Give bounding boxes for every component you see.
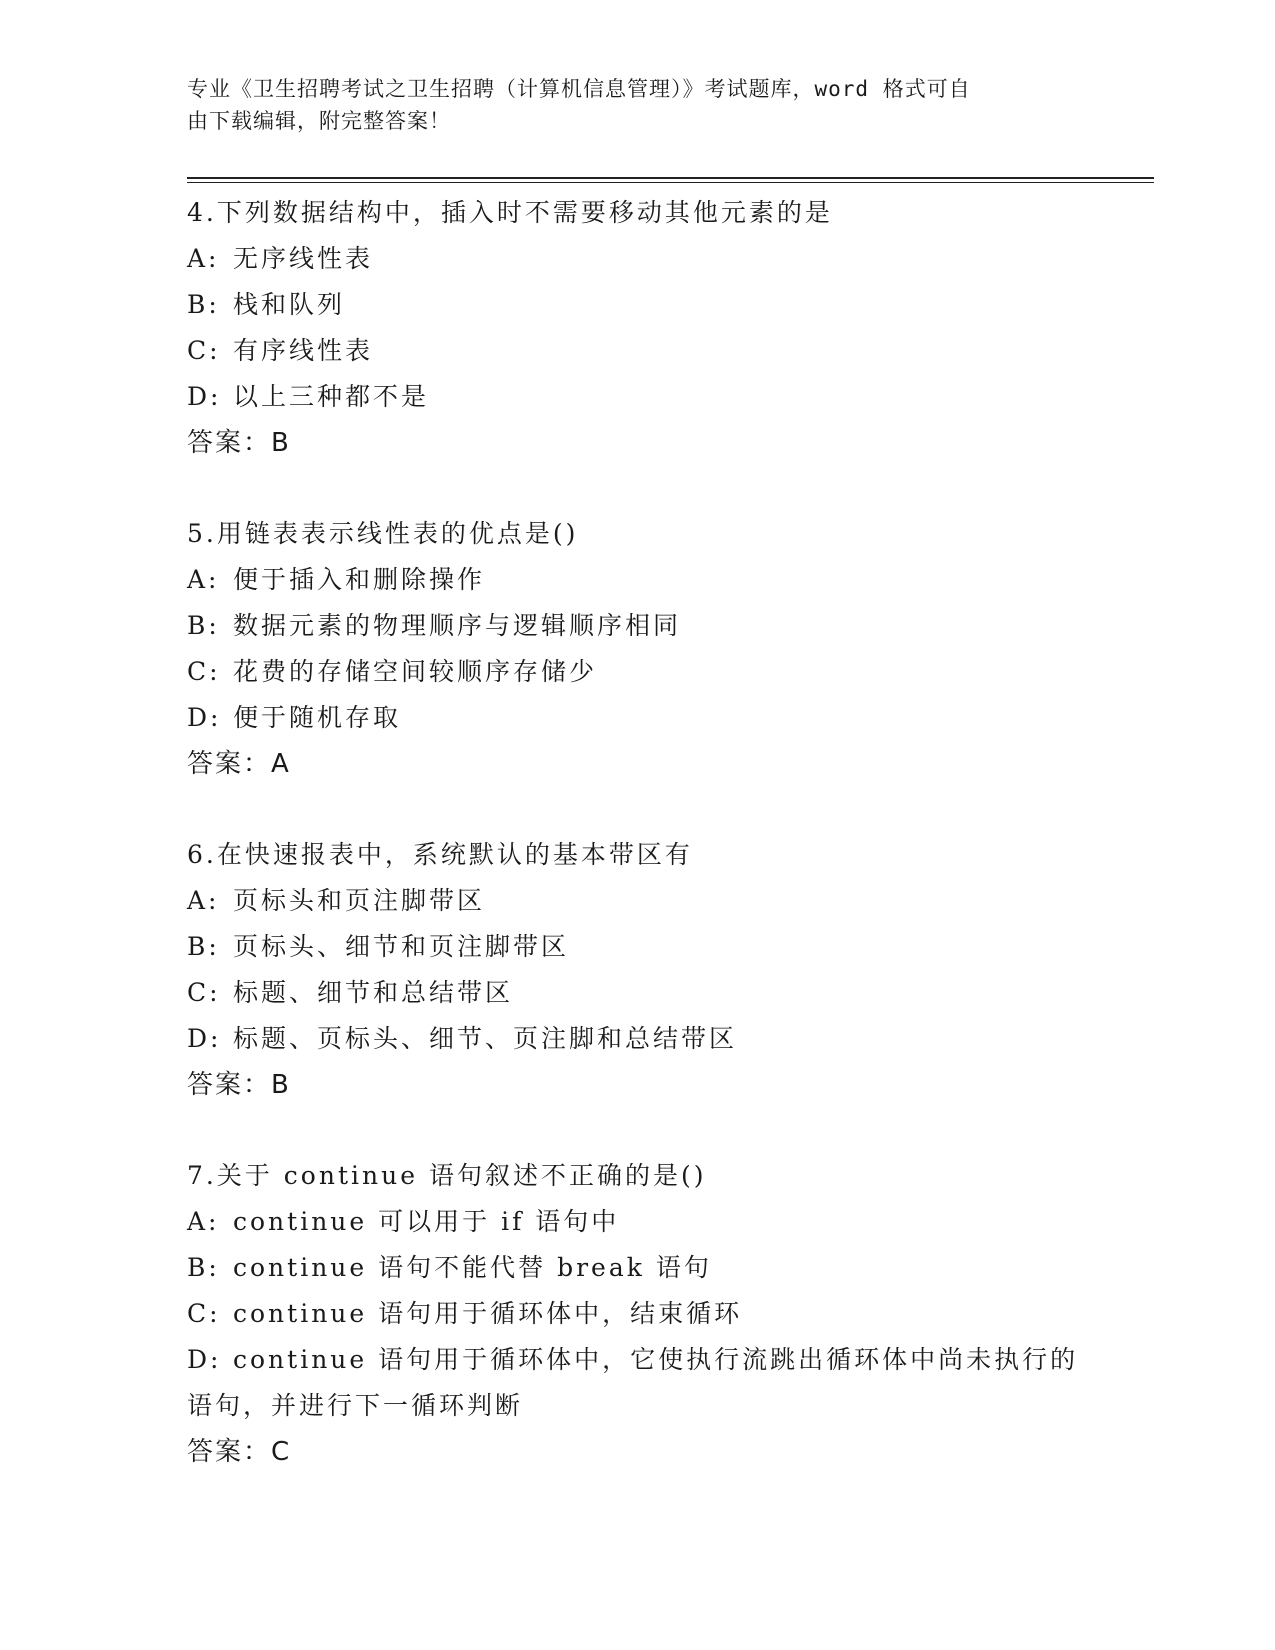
option-text: 便于随机存取 <box>233 703 402 732</box>
question-stem: 7.关于 continue 语句叙述不正确的是() <box>187 1161 707 1190</box>
option-text: 便于插入和删除操作 <box>233 565 486 594</box>
option-text: continue 语句不能代替 break 语句 <box>233 1253 712 1282</box>
question-stem: 4.下列数据结构中，插入时不需要移动其他元素的是 <box>187 198 833 227</box>
option-key: D: <box>187 703 222 732</box>
header-divider-thick <box>187 177 1154 179</box>
option-key: A: <box>187 565 220 594</box>
answer-label: 答案： <box>187 1070 272 1100</box>
option-text: continue 语句用于循环体中，它使执行流跳出循环体中尚未执行的 <box>233 1345 1079 1374</box>
option-text: 页标头和页注脚带区 <box>233 886 486 915</box>
question-6 <box>187 832 1117 1108</box>
question-7 <box>187 1153 1117 1475</box>
option-d-continuation: 语句，并进行下一循环判断 <box>187 1391 524 1420</box>
option-text: 无序线性表 <box>233 244 374 273</box>
answer-label: 答案： <box>187 428 272 458</box>
option-text: 页标头、细节和页注脚带区 <box>233 932 570 961</box>
option-text: 栈和队列 <box>233 290 346 319</box>
answer-line <box>187 420 1117 466</box>
answer-label: 答案： <box>187 1437 272 1467</box>
question-stem: 6.在快速报表中，系统默认的基本带区有 <box>187 840 693 869</box>
option-key: B: <box>187 932 220 961</box>
option-d <box>187 374 1117 420</box>
header-line-1: 专业《卫生招聘考试之卫生招聘（计算机信息管理）》考试题库，word 格式可自 <box>187 77 971 101</box>
answer-line <box>187 1429 1117 1475</box>
option-key: A: <box>187 1207 220 1236</box>
option-text: continue 可以用于 if 语句中 <box>233 1207 620 1236</box>
answer-value: C <box>271 1437 292 1467</box>
document-header <box>187 73 1087 137</box>
option-text: continue 语句用于循环体中，结束循环 <box>233 1299 743 1328</box>
option-a <box>187 1199 1117 1245</box>
option-text: 数据元素的物理顺序与逻辑顺序相同 <box>233 611 682 640</box>
option-text: 标题、页标头、细节、页注脚和总结带区 <box>233 1024 738 1053</box>
option-key: D: <box>187 1345 222 1374</box>
question-4 <box>187 190 1117 466</box>
answer-line <box>187 1062 1117 1108</box>
option-text: 标题、细节和总结带区 <box>233 978 514 1007</box>
answer-label: 答案： <box>187 749 272 779</box>
option-b <box>187 924 1117 970</box>
answer-value: A <box>271 749 291 779</box>
option-key: A: <box>187 244 220 273</box>
option-key: B: <box>187 290 220 319</box>
option-key: B: <box>187 611 220 640</box>
question-list <box>187 190 1117 1520</box>
option-c <box>187 649 1117 695</box>
option-text: 有序线性表 <box>233 336 374 365</box>
answer-value: B <box>271 428 291 458</box>
option-key: C: <box>187 336 221 365</box>
option-b <box>187 603 1117 649</box>
option-c <box>187 970 1117 1016</box>
option-a <box>187 878 1117 924</box>
option-b <box>187 1245 1117 1291</box>
option-c <box>187 1291 1117 1337</box>
option-d <box>187 695 1117 741</box>
answer-line <box>187 741 1117 787</box>
option-text: 以上三种都不是 <box>233 382 430 411</box>
option-key: C: <box>187 978 221 1007</box>
option-c <box>187 328 1117 374</box>
option-text: 花费的存储空间较顺序存储少 <box>233 657 598 686</box>
answer-value: B <box>271 1070 291 1100</box>
option-d <box>187 1337 1117 1383</box>
option-key: D: <box>187 1024 222 1053</box>
header-divider-thin <box>187 182 1154 183</box>
option-key: B: <box>187 1253 220 1282</box>
option-key: C: <box>187 657 221 686</box>
option-b <box>187 282 1117 328</box>
option-key: C: <box>187 1299 221 1328</box>
option-d <box>187 1016 1117 1062</box>
option-a <box>187 557 1117 603</box>
option-key: D: <box>187 382 222 411</box>
option-key: A: <box>187 886 220 915</box>
question-5 <box>187 511 1117 787</box>
header-line-2: 由下载编辑，附完整答案！ <box>187 109 451 133</box>
question-stem: 5.用链表表示线性表的优点是() <box>187 519 579 548</box>
option-a <box>187 236 1117 282</box>
